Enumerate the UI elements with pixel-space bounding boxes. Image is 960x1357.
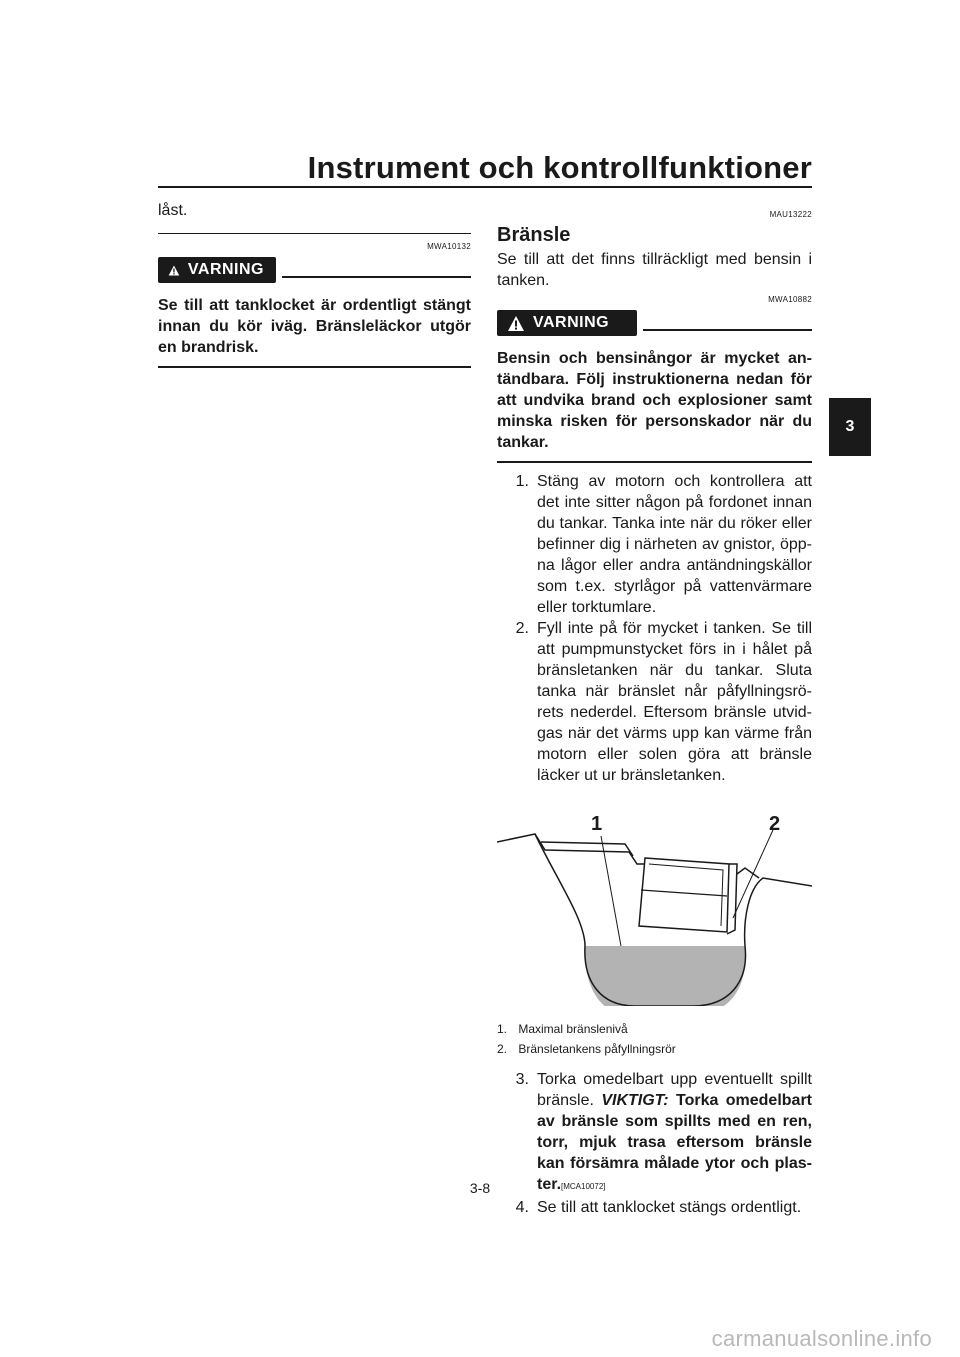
step-text: Fyll inte på för mycket i tanken. Se till att pumpmunstycket förs in i hålet på bränsletanken när du tankar. Sluta tanka när bränslet når påfyllningsrörets nederdel. Eftersom bränsle utvidgas när det värms upp kan värme från motorn eller solen göra att bränsle läcker ut ur bränsletanken. [537, 620, 812, 784]
leader-line-2 [733, 830, 773, 918]
fuel-tank-figure [497, 800, 812, 1006]
right-warning-code: MWA10882 [768, 295, 812, 304]
figure-label-1: 1 [591, 813, 603, 835]
left-divider [158, 233, 471, 234]
left-column [158, 200, 471, 368]
warning-icon [507, 315, 525, 332]
step3-code: [MCA10072] [561, 1182, 606, 1191]
title-rule [158, 186, 812, 188]
leader-line-1 [601, 836, 621, 946]
step-number: 4. [515, 1199, 529, 1216]
warning-icon [168, 262, 180, 279]
step3-text: Torka omedelbart upp eventuellt spillt bränsle. [537, 1071, 812, 1109]
caption-number: 2. [497, 1042, 508, 1056]
caption-item [497, 1039, 812, 1059]
tank-right-wall [737, 868, 759, 878]
caption-text: Bränsletankens påfyllningsrör [518, 1042, 676, 1056]
step-number: 2. [515, 620, 529, 637]
page-number: 3-8 [469, 1180, 491, 1196]
left-intro: låst. [158, 202, 188, 219]
figure-label-2: 2 [769, 813, 781, 835]
left-warning-text: Se till att tanklocket är ordentligt stängt innan du kör iväg. Bränsleläckor utgör en brandrisk. [158, 295, 471, 368]
important-text: Torka omedelbart av bränsle som spillts med en ren, torr, mjuk trasa eftersom bränsle kan försämra målade ytor och plaster. [537, 1092, 813, 1193]
caption-text: Maximal bränslenivå [518, 1022, 628, 1036]
step-item [497, 471, 812, 618]
left-warning-line [282, 276, 471, 278]
step-text: Stäng av motorn och kontrollera att det inte sitter någon på fordonet innan du tankar. Tanka inte när du röker eller befinner dig i närheten av gnistor, öppna lågor eller andra antändningskällor som t.ex. styrlågor på vattenvärmare eller torktumlare. [537, 473, 812, 616]
steps-list-a [497, 471, 812, 786]
right-warning-label: VARNING [533, 314, 610, 331]
fuel-level [585, 946, 746, 1006]
section-intro: Se till att det finns tillräckligt med bensin i tanken. [497, 251, 812, 289]
figure-captions [497, 1019, 812, 1059]
step-text [537, 1069, 812, 1197]
step-number: 3. [515, 1071, 529, 1088]
tank-top-wall-inner [541, 842, 633, 856]
section-code: MAU13222 [769, 210, 812, 219]
chapter-tab: 3 [829, 398, 871, 456]
right-column [497, 200, 812, 1218]
important-label: VIKTIGT: [601, 1092, 669, 1109]
left-warning-header [158, 255, 471, 285]
caption-item [497, 1019, 812, 1039]
right-warning-header [497, 308, 812, 338]
watermark: carmanualsonline.info [711, 1326, 932, 1351]
page-title: Instrument och kontrollfunktioner [307, 150, 812, 185]
step-item [497, 1069, 812, 1197]
step-text: Se till att tanklocket stängs ordentligt. [537, 1199, 802, 1216]
section-title: Bränsle [497, 224, 571, 246]
left-warning-badge [158, 257, 276, 283]
step-item [497, 618, 812, 786]
right-warning-line [643, 329, 812, 331]
left-warning-code: MWA10132 [427, 242, 471, 251]
caption-number: 1. [497, 1022, 508, 1036]
step-item [497, 1197, 812, 1218]
right-warning-text: Bensin och bensinångor är mycket antändbara. Följ instruktionerna nedan för att undvika brand och explosioner samt minska risken för personskador när du tankar. [497, 348, 812, 463]
step-number: 1. [515, 473, 529, 490]
right-warning-badge [497, 310, 637, 336]
left-warning-label: VARNING [187, 261, 264, 278]
